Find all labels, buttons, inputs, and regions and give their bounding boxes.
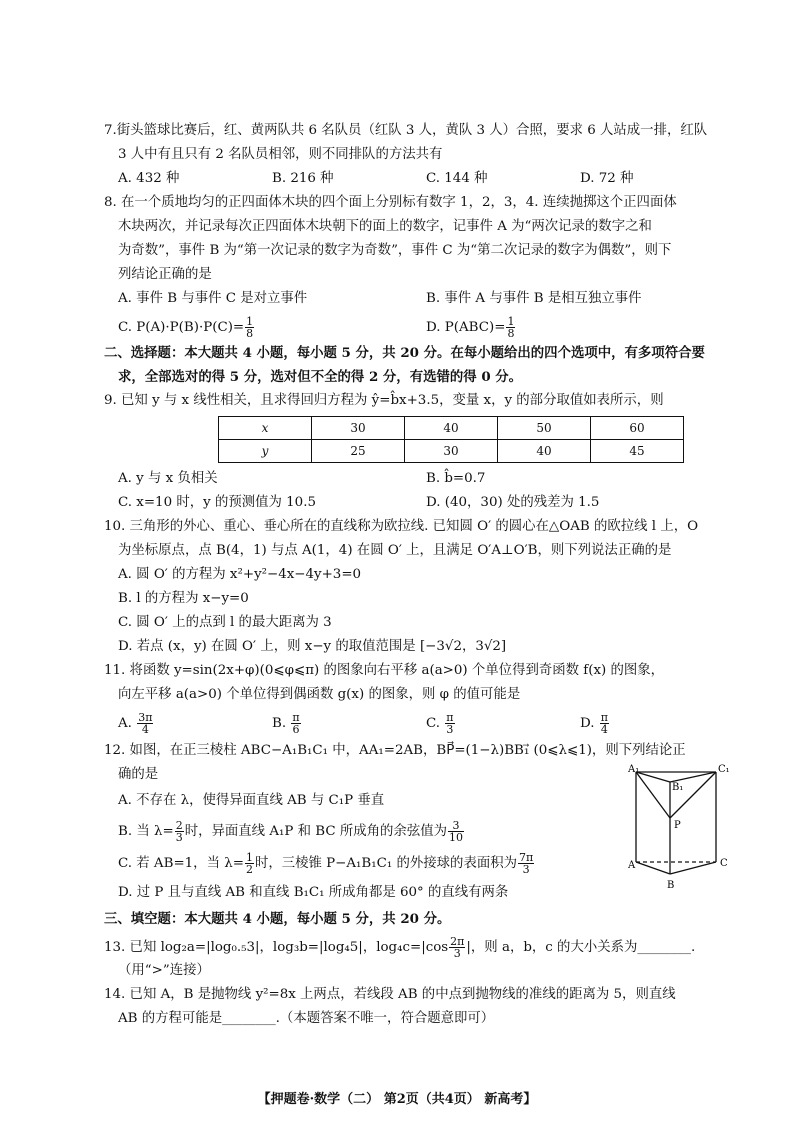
q7-line1: 7.街头篮球比赛后，红、黄两队共 6 名队员（红队 3 人，黄队 3 人）合照，要求 6 人站成一排，红队 <box>104 123 708 138</box>
q9-option-c: C. x=10 时，y 的预测值为 10.5 <box>118 495 316 510</box>
fraction: $\frac{7\pi}{3}$ <box>519 851 534 876</box>
table-cell: 50 <box>498 417 591 440</box>
q8-option-a: A. 事件 B 与事件 C 是对立事件 <box>118 291 308 306</box>
q10-option-d: D. 若点 (x，y) 在圆 O′ 上，则 x−y 的取值范围是 [−3√2，3√2] <box>118 639 507 654</box>
section2-heading: 二、选择题：本大题共 4 小题，每小题 5 分，共 20 分。在每小题给出的四个选项中，有多项符合要 <box>104 345 705 361</box>
q10-line2: 为坐标原点，点 B(4，1) 与点 A(1，4) 在圆 O′ 上，且满足 O′A⊥O′B，则下列说法正确的是 <box>118 543 672 558</box>
q11-option-b: B. $\frac{\pi}{6}$ <box>272 711 300 736</box>
q9-data-table <box>218 416 684 463</box>
fraction: $\frac{1}{2}$ <box>245 851 253 876</box>
fraction: $\frac{1}{8}$ <box>246 315 254 340</box>
q10-option-c: C. 圆 O′ 上的点到 l 的最大距离为 3 <box>118 615 332 630</box>
q11-line2: 向左平移 a(a>0) 个单位得到偶函数 g(x) 的图象，则 φ 的值可能是 <box>118 687 521 702</box>
fraction: $\frac{\pi}{6}$ <box>292 711 300 736</box>
fraction: $\frac{1}{8}$ <box>507 315 515 340</box>
table-cell: 40 <box>498 440 591 463</box>
q9-line1: 9. 已知 y 与 x 线性相关，且求得回归方程为 ŷ=b̂x+3.5，变量 x，y 的部分取值如表所示，则 <box>104 393 664 408</box>
fraction: $\frac{2\pi}{3}$ <box>450 935 465 960</box>
fraction: $\frac{2}{3}$ <box>175 819 183 844</box>
q8-line3: 为奇数”，事件 B 为“第一次记录的数字为奇数”，事件 C 为“第二次记录的数字为偶数”，则下 <box>118 243 672 258</box>
q7-option-a: A. 432 种 <box>118 171 180 186</box>
q10-option-a: A. 圆 O′ 的方程为 x²+y²−4x−4y+3=0 <box>118 567 362 582</box>
q13-line1: 13. 已知 log₂a=|log₀.₅3|，log₃b=|log₄5|，log₄c=|cos $\frac{2\pi}{3}$ |，则 a，b，c 的大小关系为________. <box>104 935 696 960</box>
section3-heading: 三、填空题：本大题共 4 小题，每小题 5 分，共 20 分。 <box>104 911 451 927</box>
q12-option-b: B. 当 λ= $\frac{2}{3}$ 时，异面直线 A₁P 和 BC 所成角的余弦值为 $\frac{3}{10}$ <box>118 819 463 844</box>
label-b: B <box>667 880 675 891</box>
q8-option-b: B. 事件 A 与事件 B 是相互独立事件 <box>426 291 642 306</box>
q12-option-a: A. 不存在 λ，使得异面直线 AB 与 C₁P 垂直 <box>118 793 385 808</box>
table-cell: y <box>219 440 312 463</box>
label-p: P <box>674 820 681 831</box>
q9-option-b: B. b̂=0.7 <box>426 471 486 486</box>
prism-figure <box>628 762 740 902</box>
fraction: $\frac{\pi}{3}$ <box>446 711 454 736</box>
q12-option-c: C. 若 AB=1，当 λ= $\frac{1}{2}$ 时，三棱锥 P−A₁B₁C₁ 的外接球的表面积为 $\frac{7\pi}{3}$ <box>118 851 534 876</box>
q10-line1: 10. 三角形的外心、重心、垂心所在的直线称为欧拉线. 已知圆 O′ 的圆心在△OAB 的欧拉线 l 上，O <box>104 519 699 534</box>
fraction: $\frac{3\pi}{4}$ <box>138 711 153 736</box>
q7-option-c: C. 144 种 <box>426 171 488 186</box>
label-c: C <box>720 858 728 869</box>
q7-line2: 3 人中有且只有 2 名队员相邻，则不同排队的方法共有 <box>118 147 443 162</box>
q8-option-d: D. P(ABC)= $\frac{1}{8}$ <box>426 315 515 340</box>
q11-option-c: C. $\frac{\pi}{3}$ <box>426 711 454 736</box>
section2-heading-line2: 求，全部选对的得 5 分，选对但不全的得 2 分，有选错的得 0 分。 <box>118 369 523 385</box>
q13-line2: （用“>”连接） <box>118 963 210 978</box>
label-c1: C₁ <box>718 764 730 775</box>
q9-option-a: A. y 与 x 负相关 <box>118 471 218 486</box>
q11-option-a: A. $\frac{3\pi}{4}$ <box>118 711 153 736</box>
q8-line4: 列结论正确的是 <box>118 267 212 282</box>
table-cell: 40 <box>405 417 498 440</box>
fraction: $\frac{3}{10}$ <box>449 819 463 844</box>
q11-option-d: D. $\frac{\pi}{4}$ <box>580 711 609 736</box>
q8-line2: 木块两次，并记录每次正四面体木块朝下的面上的数字，记事件 A 为“两次记录的数字之和 <box>118 219 652 234</box>
q8-option-c: C. P(A)·P(B)·P(C)= $\frac{1}{8}$ <box>118 315 254 340</box>
table-cell: 25 <box>312 440 405 463</box>
table-cell: 30 <box>405 440 498 463</box>
q11-line1: 11. 将函数 y=sin(2x+φ)(0⩽φ⩽π) 的图象向右平移 a(a>0) 个单位得到奇函数 f(x) 的图象， <box>104 663 665 678</box>
q12-line1: 12. 如图，在正三棱柱 ABC−A₁B₁C₁ 中，AA₁=2AB，BP⃗=(1−λ)BB₁⃗ (0⩽λ⩽1)，则下列结论正 <box>104 743 686 758</box>
table-row <box>219 417 684 440</box>
q12-option-d: D. 过 P 且与直线 AB 和直线 B₁C₁ 所成角都是 60° 的直线有两条 <box>118 885 509 900</box>
q14-line2: AB 的方程可能是________.（本题答案不唯一，符合题意即可） <box>118 1011 495 1026</box>
q9-option-d: D. (40，30) 处的残差为 1.5 <box>426 495 600 510</box>
page-footer: 【押题卷·数学（二） 第2页（共4页） 新高考】 <box>257 1092 537 1107</box>
table-cell: 60 <box>591 417 684 440</box>
q12-line2: 确的是 <box>118 767 159 782</box>
q14-line1: 14. 已知 A，B 是抛物线 y²=8x 上两点，若线段 AB 的中点到抛物线的准线的距离为 5，则直线 <box>104 987 676 1002</box>
table-row <box>219 440 684 463</box>
table-cell: x <box>219 417 312 440</box>
table-cell: 45 <box>591 440 684 463</box>
fraction: $\frac{\pi}{4}$ <box>600 711 609 736</box>
label-a1: A₁ <box>628 764 640 775</box>
q8-line1: 8. 在一个质地均匀的正四面体木块的四个面上分别标有数字 1，2，3，4. 连续抛掷这个正四面体 <box>104 195 677 210</box>
q7-option-b: B. 216 种 <box>272 171 334 186</box>
label-a: A <box>628 860 636 871</box>
q7-option-d: D. 72 种 <box>580 171 634 186</box>
q10-option-b: B. l 的方程为 x−y=0 <box>118 591 249 606</box>
label-b1: B₁ <box>672 782 684 793</box>
table-cell: 30 <box>312 417 405 440</box>
